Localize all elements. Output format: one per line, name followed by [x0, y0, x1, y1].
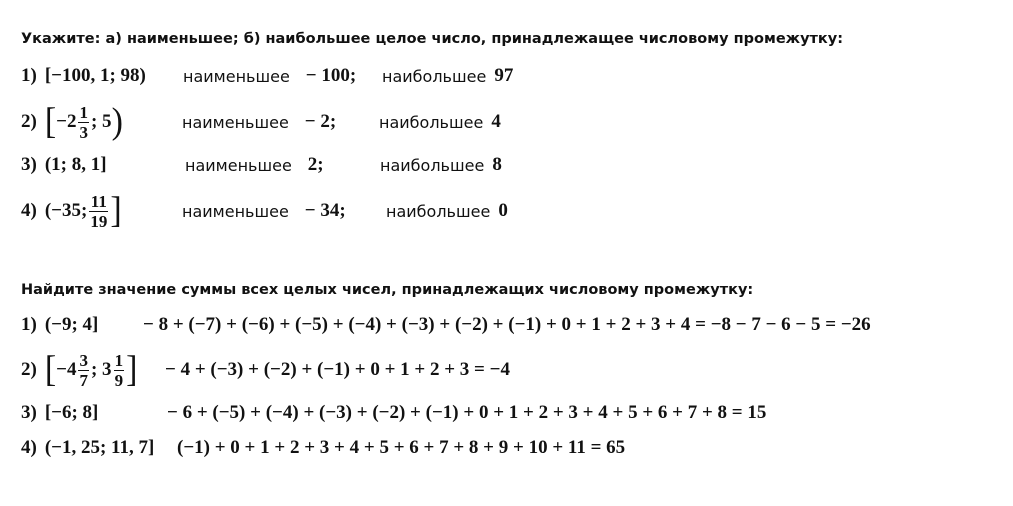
interval: [−100, 1; 98): [44, 65, 146, 86]
sum-expression: − 6 + (−5) + (−4) + (−3) + (−2) + (−1) + 0 + 1 + 2 + 3 + 4 + 5 + 6 + 7 + 8 = 15: [167, 402, 767, 423]
row-number: 2): [21, 111, 37, 132]
task2-row-4: [21, 424, 1011, 472]
task2-heading: Найдите значение суммы всех целых чисел, принадлежащих числовому промежутку:: [21, 282, 754, 298]
fraction: $\frac{1}{3}$: [79, 102, 88, 142]
task1-row-3: [21, 141, 1011, 189]
min-value: − 34;: [304, 200, 346, 221]
row-number: 1): [21, 65, 37, 86]
row-number: 2): [21, 359, 37, 380]
max-value: 4: [491, 111, 501, 132]
max-value: 8: [492, 154, 502, 175]
max-value: 97: [494, 65, 514, 86]
close-bracket: ): [111, 101, 123, 142]
task2-row-2: [21, 346, 1011, 394]
sum-expression: − 4 + (−3) + (−2) + (−1) + 0 + 1 + 2 + 3 = −4: [165, 359, 510, 380]
interval-sep: ; 3: [90, 359, 112, 380]
min-label: наименьшее: [182, 201, 289, 221]
interval-int: −2: [56, 111, 77, 132]
row-number: 3): [21, 154, 37, 175]
row-number: 3): [21, 402, 37, 423]
close-bracket: ]: [126, 349, 138, 390]
max-label: наибольшее: [379, 112, 484, 132]
max-label: наибольшее: [380, 155, 485, 175]
fraction-1: $\frac{3}{7}$: [79, 350, 88, 390]
max-value: 0: [498, 200, 508, 221]
close-bracket: ]: [110, 190, 122, 231]
max-label: наибольшее: [382, 66, 487, 86]
min-label: наименьшее: [183, 66, 290, 86]
sum-expression: − 8 + (−7) + (−6) + (−5) + (−4) + (−3) + (−2) + (−1) + 0 + 1 + 2 + 3 + 4 = −8 − 7 − 6 − 5 = −26: [143, 314, 871, 335]
open-bracket: [: [44, 349, 57, 390]
task2-row-1: [21, 301, 1011, 349]
interval-lead: (−35;: [44, 200, 88, 221]
min-value: − 2;: [304, 111, 337, 132]
fraction: $\frac{11}{19}$: [90, 191, 108, 231]
task1-row-4: [21, 187, 1011, 235]
interval: [−6; 8]: [44, 402, 99, 423]
task1-row-1: [21, 52, 1011, 100]
open-bracket: [: [44, 101, 57, 142]
sum-expression: (−1) + 0 + 1 + 2 + 3 + 4 + 5 + 6 + 7 + 8 + 9 + 10 + 11 = 65: [177, 437, 626, 458]
max-label: наибольшее: [386, 201, 491, 221]
interval-int: −4: [56, 359, 77, 380]
interval: (−9; 4]: [44, 314, 99, 335]
task1-row-2: [21, 98, 1011, 146]
interval: (−1, 25; 11, 7]: [44, 437, 155, 458]
min-value: 2;: [307, 154, 324, 175]
row-number: 1): [21, 314, 37, 335]
task1-heading: Укажите: а) наименьшее; б) наибольшее целое число, принадлежащее числовому промежутку:: [21, 31, 844, 47]
interval-rest: ; 5: [90, 111, 112, 132]
min-label: наименьшее: [185, 155, 292, 175]
row-number: 4): [21, 200, 37, 221]
min-label: наименьшее: [182, 112, 289, 132]
interval: (1; 8, 1]: [44, 154, 107, 175]
fraction-2: $\frac{1}{9}$: [114, 350, 124, 390]
min-value: − 100;: [305, 65, 357, 86]
row-number: 4): [21, 437, 37, 458]
